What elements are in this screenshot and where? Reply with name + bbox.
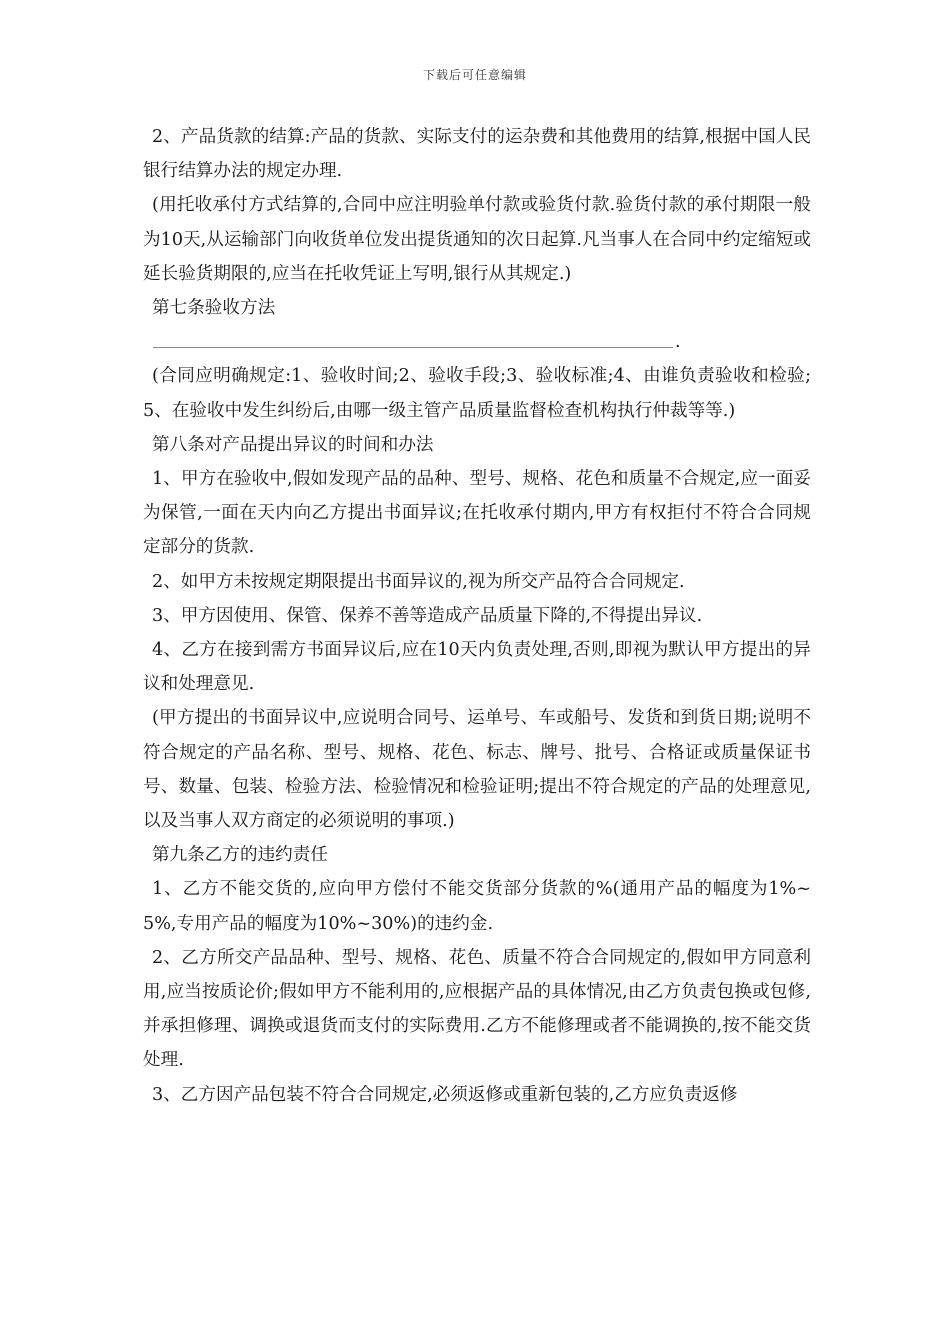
paragraph-objection-2: 2、如甲方未按规定期限提出书面异议的,视为所交产品符合合同规定. xyxy=(152,571,685,592)
paragraph-objection-3: 3、甲方因使用、保管、保养不善等造成产品质量下降的,不得提出异议. xyxy=(152,605,703,626)
paragraph-liability-3: 3、乙方因产品包装不符合合同规定,必须返修或重新包装的,乙方应负责返修 xyxy=(152,1084,738,1105)
paragraph-settlement: 2、产品货款的结算:产品的货款、实际支付的运杂费和其他费用的结算,根据中国人民银行结算办法的规定办理. xyxy=(143,127,811,182)
paragraph-liability-1: 1、乙方不能交货的,应向甲方偿付不能交货部分货款的%(通用产品的幅度为1%~5%,专用产品的幅度为10%~30%)的违约金. xyxy=(143,879,811,934)
paragraph-objection-4: 4、乙方在接到需方书面异议后,应在10天内负责处理,否则,即视为默认甲方提出的异议和处理意见. xyxy=(143,640,811,695)
paragraph-liability-2: 2、乙方所交产品品种、型号、规格、花色、质量不符合合同规定的,假如甲方同意利用,应当按质论价;假如甲方不能利用的,应根据产品的具体情况,由乙方负责包换或包修,并承担修理、调换或退货而支付的实际费用.乙方不能修理或者不能调换的,按不能交货处理. xyxy=(143,947,811,1071)
article-9-heading: 第九条乙方的违约责任 xyxy=(152,845,328,866)
page-header: 下载后可任意编辑 xyxy=(422,68,527,82)
paragraph-objection-1: 1、甲方在验收中,假如发现产品的品种、型号、规格、花色和质量不合规定,应一面妥为保管,一面在天内向乙方提出书面异议;在托收承付期内,甲方有权拒付不符合合同规定部分的货款. xyxy=(143,469,811,558)
paragraph-objection-note: (甲方提出的书面异议中,应说明合同号、运单号、车或船号、发货和到货日期;说明不符合规定的产品名称、型号、规格、花色、标志、牌号、批号、合格证或质量保证书号、数量、包装、检验方法、检验情况和检验证明;提出不符合规定的产品的处理意见,以及当事人双方商定的必须说明的事项.) xyxy=(143,708,811,832)
article-8-heading: 第八条对产品提出异议的时间和办法 xyxy=(152,434,434,455)
paragraph-settlement-note: (用托收承付方式结算的,合同中应注明验单付款或验货付款.验货付款的承付期限一般为10天,从运输部门向收货单位发出提货通知的次日起算.凡当事人在合同中约定缩短或延长验货期限的,应当在托收凭证上写明,银行从其规定.) xyxy=(143,195,811,284)
document-body xyxy=(143,120,811,1112)
paragraph-inspection-note: (合同应明确规定:1、验收时间;2、验收手段;3、验收标准;4、由谁负责验收和检验;5、在验收中发生纠纷后,由哪一级主管产品质量监督检查机构执行仲裁等等.) xyxy=(143,366,811,421)
fill-in-blank xyxy=(143,325,811,359)
article-7-heading: 第七条验收方法 xyxy=(152,298,276,319)
blank-underline xyxy=(153,347,673,348)
blank-period: . xyxy=(675,332,681,353)
